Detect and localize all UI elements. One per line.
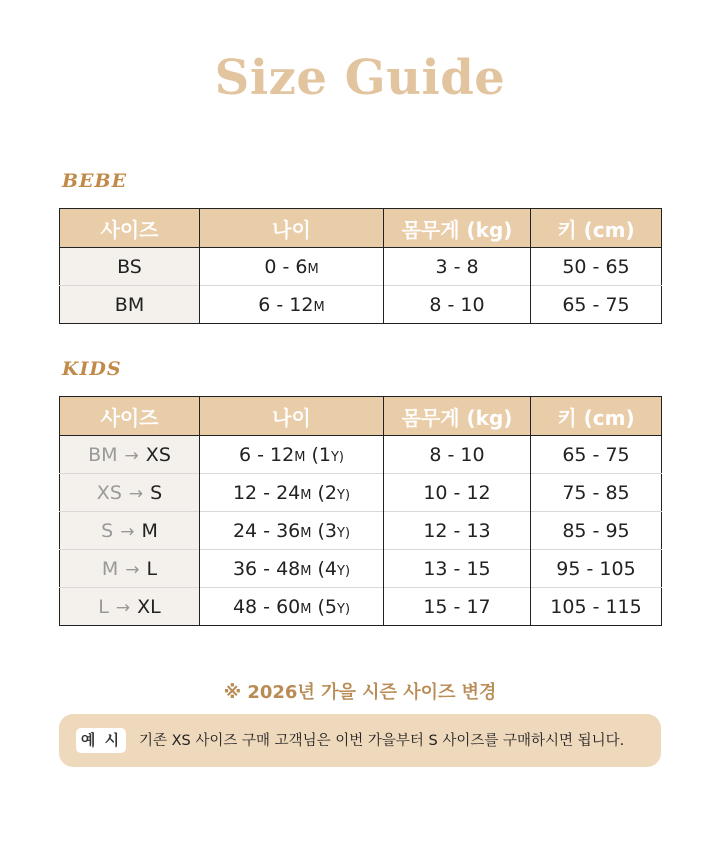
age-cell: 24 - 36M (3Y) [200, 512, 384, 550]
new-size: XL [137, 595, 161, 618]
old-size: M [101, 557, 119, 580]
arrow-right-icon: → [115, 597, 131, 618]
size-change-cell [60, 436, 200, 474]
arrow-right-icon: → [124, 445, 139, 466]
example-badge: 예 시 [76, 728, 126, 753]
old-size: S [101, 519, 114, 542]
size-change-cell [60, 512, 200, 550]
kids-size-table [59, 396, 662, 626]
size-change-cell [60, 474, 200, 512]
header-weight: 몸무게 (kg) [384, 397, 531, 436]
table-row [60, 248, 662, 286]
header-size: 사이즈 [60, 209, 200, 248]
size-cell: BS [60, 248, 200, 286]
height-cell: 50 - 65 [531, 248, 662, 286]
new-size: M [141, 519, 158, 542]
height-cell: 75 - 85 [531, 474, 662, 512]
age-cell: 36 - 48M (4Y) [200, 550, 384, 588]
table-row [60, 512, 662, 550]
table-row [60, 286, 662, 324]
bebe-header-row [60, 209, 662, 248]
table-row [60, 588, 662, 626]
header-height: 키 (cm) [531, 397, 662, 436]
weight-cell: 10 - 12 [384, 474, 531, 512]
age-cell: 0 - 6M [200, 248, 384, 286]
age-cell: 48 - 60M (5Y) [200, 588, 384, 626]
age-cell: 12 - 24M (2Y) [200, 474, 384, 512]
header-height: 키 (cm) [531, 209, 662, 248]
page-title: Size Guide [214, 50, 506, 106]
arrow-right-icon: → [125, 559, 140, 580]
new-size: S [150, 481, 163, 504]
kids-header-row [60, 397, 662, 436]
weight-cell: 8 - 10 [384, 286, 531, 324]
height-cell: 85 - 95 [531, 512, 662, 550]
example-text: 기존 XS 사이즈 구매 고객님은 이번 가을부터 S 사이즈를 구매하시면 됩니다. [139, 733, 625, 749]
header-age: 나이 [200, 209, 384, 248]
header-age: 나이 [200, 397, 384, 436]
size-change-cell [60, 588, 200, 626]
table-row [60, 436, 662, 474]
size-change-cell [60, 550, 200, 588]
new-size: L [146, 557, 158, 580]
new-size: XS [145, 443, 171, 466]
bebe-size-table [59, 208, 662, 324]
old-size: XS [96, 481, 122, 504]
example-banner [59, 714, 661, 767]
old-size: BM [88, 443, 118, 466]
header-weight: 몸무게 (kg) [384, 209, 531, 248]
age-cell: 6 - 12M [200, 286, 384, 324]
height-cell: 65 - 75 [531, 286, 662, 324]
weight-cell: 13 - 15 [384, 550, 531, 588]
old-size: L [98, 595, 109, 618]
bebe-section-label: BEBE [62, 170, 128, 192]
table-row [60, 474, 662, 512]
height-cell: 95 - 105 [531, 550, 662, 588]
weight-cell: 3 - 8 [384, 248, 531, 286]
weight-cell: 15 - 17 [384, 588, 531, 626]
weight-cell: 8 - 10 [384, 436, 531, 474]
kids-section-label: KIDS [62, 358, 122, 380]
height-cell: 105 - 115 [531, 588, 662, 626]
size-cell: BM [60, 286, 200, 324]
arrow-right-icon: → [120, 521, 135, 542]
table-row [60, 550, 662, 588]
height-cell: 65 - 75 [531, 436, 662, 474]
size-change-notice: ※ 2026년 가을 시즌 사이즈 변경 [223, 682, 497, 703]
header-size: 사이즈 [60, 397, 200, 436]
age-cell: 6 - 12M (1Y) [200, 436, 384, 474]
arrow-right-icon: → [128, 483, 144, 504]
weight-cell: 12 - 13 [384, 512, 531, 550]
